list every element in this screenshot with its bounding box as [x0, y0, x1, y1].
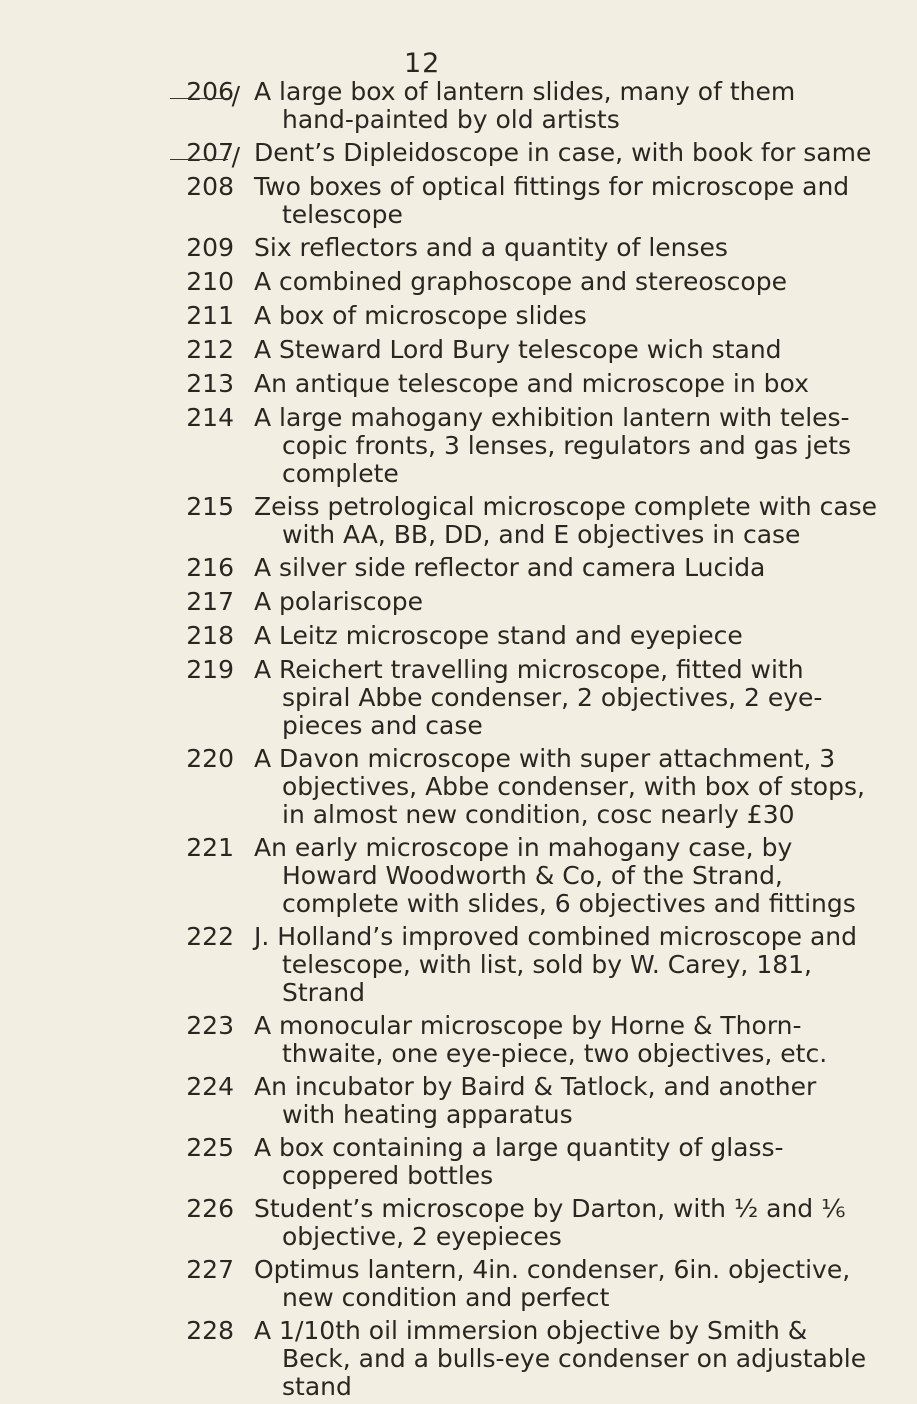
lot-number: 220	[186, 744, 234, 773]
lot-description	[254, 1010, 867, 1068]
lot-description-line: An antique telescope and microscope in box	[254, 369, 809, 398]
lot-entry	[0, 1071, 817, 1129]
lot-description-line: Howard Woodworth & Co, of the Strand,	[282, 861, 783, 890]
lot-description-line: Strand	[282, 978, 365, 1007]
handwritten-slash-mark: /	[231, 142, 240, 171]
lot-description-line: A 1/10th oil immersion objective by Smith &	[254, 1316, 808, 1345]
lot-entry	[0, 76, 801, 134]
lot-number: 223	[186, 1011, 234, 1040]
lot-number: 216	[186, 553, 234, 582]
lot-description	[254, 171, 889, 229]
lot-description	[254, 832, 896, 918]
lot-entry	[0, 620, 801, 651]
lot-entry	[0, 368, 809, 399]
lot-number: 222	[186, 922, 234, 951]
lot-description-line: A Davon microscope with super attachment, 3	[254, 744, 836, 773]
lot-description	[254, 266, 827, 296]
lot-number: 224	[186, 1072, 234, 1101]
lot-description-line: A box of microscope slides	[254, 301, 587, 330]
lot-list	[0, 76, 878, 1404]
lot-number: 213	[186, 369, 234, 398]
lot-description-line: thwaite, one eye-piece, two objectives, etc.	[282, 1039, 828, 1068]
lot-number: 208	[186, 172, 234, 201]
lot-number: 215	[186, 492, 234, 521]
lot-entry	[0, 1315, 867, 1401]
lot-number: 226	[186, 1194, 234, 1223]
lot-description-line: A silver side reflector and camera Lucida	[254, 553, 766, 582]
lot-description	[254, 300, 801, 330]
handwritten-dash-mark	[170, 98, 228, 99]
lot-description	[254, 1315, 906, 1401]
lot-entry	[0, 491, 878, 549]
lot-description-line: A large box of lantern slides, many of them	[254, 77, 796, 106]
lot-entry	[0, 334, 801, 365]
lot-number: 209	[186, 233, 234, 262]
lot-description-line: new condition and perfect	[282, 1283, 610, 1312]
lot-description-line: with AA, BB, DD, and E objectives in case	[282, 520, 801, 549]
lot-number: 212	[186, 335, 234, 364]
handwritten-dash-mark	[170, 159, 228, 160]
lot-description-line: telescope	[282, 200, 403, 229]
handwritten-slash-mark: /	[231, 81, 240, 110]
lot-description	[254, 654, 862, 740]
lot-number: 211	[186, 301, 234, 330]
lot-description-line: A large mahogany exhibition lantern with teles-	[254, 403, 850, 432]
lot-description-line: hand-painted by old artists	[282, 105, 620, 134]
lot-description-line: An incubator by Baird & Tatlock, and another	[254, 1072, 817, 1101]
lot-entry	[0, 402, 852, 488]
lot-description-line: A Steward Lord Bury telescope wich stand	[254, 335, 782, 364]
lot-entry	[0, 1193, 846, 1251]
lot-entry	[0, 1010, 828, 1068]
lot-number: 207 /	[0, 137, 254, 168]
lot-description	[254, 552, 805, 582]
lot-description-line: objective, 2 eyepieces	[282, 1222, 562, 1251]
lot-description	[254, 402, 891, 488]
lot-description-line: Two boxes of optical fittings for microscope and	[254, 172, 850, 201]
lot-number: 218	[186, 621, 234, 650]
lot-description-line: telescope, with list, sold by W. Carey, 181,	[282, 950, 812, 979]
lot-number: 206 /	[0, 76, 254, 107]
lot-description	[254, 491, 917, 549]
lot-entry	[0, 266, 801, 297]
lot-number: 221	[186, 833, 234, 862]
lot-number: 227	[186, 1255, 234, 1284]
lot-description-line: objectives, Abbe condenser, with box of stops,	[282, 772, 865, 801]
lot-description-line: copic fronts, 3 lenses, regulators and gas jets	[282, 431, 852, 460]
lot-description-line: J. Holland’s improved combined microscope and	[254, 922, 858, 951]
lot-entry	[0, 586, 801, 617]
lot-entry	[0, 832, 856, 918]
lot-description-line: spiral Abbe condenser, 2 objectives, 2 eye-	[282, 683, 823, 712]
lot-description	[254, 586, 801, 616]
lot-entry	[0, 171, 850, 229]
lot-description-line: complete	[282, 459, 399, 488]
lot-description	[254, 1193, 885, 1251]
lot-entry	[0, 232, 801, 263]
lot-number: 214	[186, 403, 234, 432]
lot-description-line: with heating apparatus	[282, 1100, 573, 1129]
lot-description-line: Student’s microscope by Darton, with ½ and ⅙	[254, 1194, 846, 1223]
lot-entry	[0, 552, 801, 583]
lot-description-line: pieces and case	[282, 711, 483, 740]
lot-description-line: A polariscope	[254, 587, 424, 616]
lot-entry	[0, 137, 872, 171]
lot-number: 225	[186, 1133, 234, 1162]
lot-number: 217	[186, 587, 234, 616]
lot-description-line: complete with slides, 6 objectives and fittings	[282, 889, 856, 918]
lot-description	[254, 921, 897, 1007]
lot-description	[254, 76, 835, 134]
page-number: 12	[404, 48, 441, 79]
lot-description-line: Zeiss petrological microscope complete with case	[254, 492, 878, 521]
lot-number: 228	[186, 1316, 234, 1345]
lot-description-line: Beck, and a bulls-eye condenser on adjustable	[282, 1344, 867, 1373]
lot-description	[254, 137, 911, 167]
lot-description	[254, 620, 801, 650]
lot-entry	[0, 300, 801, 331]
lot-description-line: Six reflectors and a quantity of lenses	[254, 233, 728, 262]
lot-description	[254, 232, 801, 262]
lot-entry	[0, 654, 823, 740]
lot-description	[254, 368, 849, 398]
lot-description-line: A monocular microscope by Horne & Thorn-	[254, 1011, 802, 1040]
lot-description-line: A combined graphoscope and stereoscope	[254, 267, 787, 296]
lot-description-line: coppered bottles	[282, 1161, 494, 1190]
lot-description-line: stand	[282, 1372, 352, 1401]
lot-description-line: Dent’s Dipleidoscope in case, with book for same	[254, 138, 872, 167]
lot-description	[254, 1071, 856, 1129]
lot-entry	[0, 1132, 801, 1190]
lot-description	[254, 1132, 824, 1190]
lot-entry	[0, 921, 858, 1007]
lot-description-line: A Leitz microscope stand and eyepiece	[254, 621, 743, 650]
lot-entry	[0, 1254, 851, 1312]
lot-number: 210	[186, 267, 234, 296]
lot-description-line: An early microscope in mahogany case, by	[254, 833, 793, 862]
lot-description-line: in almost new condition, cosc nearly £30	[282, 800, 795, 829]
lot-description-line: A Reichert travelling microscope, fitted with	[254, 655, 804, 684]
lot-description	[254, 1254, 890, 1312]
lot-description-line: Optimus lantern, 4in. condenser, 6in. objective,	[254, 1255, 851, 1284]
lot-number: 219	[186, 655, 234, 684]
lot-description	[254, 743, 905, 829]
lot-description-line: A box containing a large quantity of glass-	[254, 1133, 784, 1162]
lot-description	[254, 334, 822, 364]
lot-entry	[0, 743, 865, 829]
